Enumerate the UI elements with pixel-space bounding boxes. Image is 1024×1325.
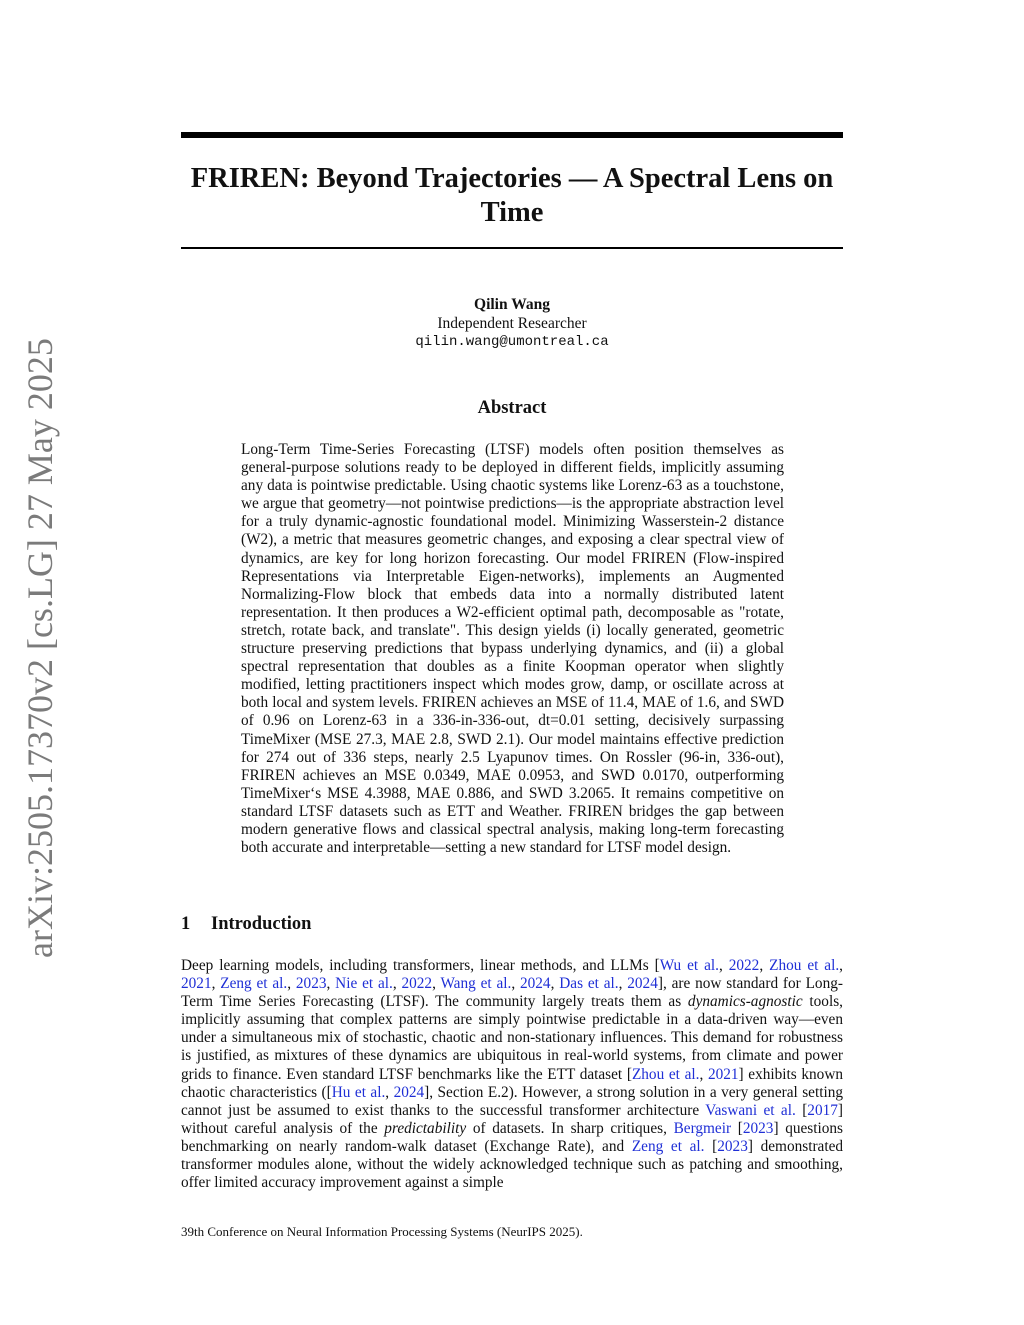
text-run: ] without careful analysis of the xyxy=(181,1101,843,1137)
text-run: Deep learning models, including transformers, linear methods, and LLMs [ xyxy=(181,957,660,974)
conference-footnote: 39th Conference on Neural Information Processing Systems (NeurIPS 2025). xyxy=(181,1224,583,1239)
author-email: qilin.wang@umontreal.ca xyxy=(415,334,609,350)
text-run: ], Section E.2). However, a strong solution in a very general setting cannot just be assumed to exist thanks to the successful transformer architecture xyxy=(181,1083,844,1119)
citation-link[interactable]: Vaswani et al. xyxy=(705,1101,796,1119)
section-title: Introduction xyxy=(211,914,312,934)
text-run: [ xyxy=(704,1137,718,1155)
abstract-heading: Abstract xyxy=(477,398,547,418)
text-run: , xyxy=(699,1065,708,1083)
text-run: [ xyxy=(731,1119,743,1137)
title-bottom-rule xyxy=(181,247,843,249)
text-run: ] questions benchmarking on nearly random-walk dataset (Exchange Rate), and xyxy=(181,1119,844,1155)
citation-link[interactable]: 2023 xyxy=(295,975,327,993)
text-run: , xyxy=(392,975,402,993)
text-run: tools, implicitly assuming that complex patterns are simply pointwise predictable in a data-driven way—even under a simultaneous mix of stochastic, chaotic and non-stationary influences. This demand for robustness is justified, as mixtures of these dynamics are ubiquitous in real-world systems, from climate and power grids to finance. Even standard LTSF benchmarks like the ETT dataset [ xyxy=(181,993,843,1083)
citation-link[interactable]: 2024 xyxy=(519,975,551,993)
citation-link[interactable]: Zeng et al. xyxy=(631,1137,705,1155)
citation-link[interactable]: 2024 xyxy=(627,975,658,993)
text-run: , xyxy=(211,975,221,993)
citation-link[interactable]: Wu et al. xyxy=(659,957,719,974)
citation-link[interactable]: 2024 xyxy=(393,1083,425,1101)
text-run: [ xyxy=(795,1101,808,1119)
introduction-body xyxy=(181,957,843,1192)
text-run: , xyxy=(511,975,520,993)
text-run: , xyxy=(550,975,560,993)
citation-link[interactable]: Wang et al. xyxy=(440,975,512,993)
text-run: , xyxy=(385,1083,394,1101)
arxiv-identifier: arXiv:2505.17370v2 [cs.LG] 27 May 2025 xyxy=(20,338,60,958)
text-run: ] demonstrated transformer modules alone, without the widely acknowledged technique such as patching and smoothing, offer limited accuracy improvement against a simple xyxy=(181,1137,844,1192)
text-run: , xyxy=(432,975,441,993)
text-run: , xyxy=(839,957,843,974)
citation-link[interactable]: Das et al. xyxy=(559,975,619,993)
text-run: , xyxy=(326,975,336,993)
text-run: , xyxy=(618,975,628,993)
citation-link[interactable]: 2021 xyxy=(181,975,212,993)
citation-link[interactable]: 2022 xyxy=(728,957,760,974)
citation-link[interactable]: Hu et al. xyxy=(331,1083,386,1101)
text-run: of datasets. In sharp critiques, xyxy=(466,1119,674,1137)
author-name: Qilin Wang xyxy=(474,296,550,313)
text-run: ], are now standard for Long-Term Time Series Forecasting (LTSF). The community largely treats them as xyxy=(181,975,843,1011)
citation-link[interactable]: 2022 xyxy=(401,975,433,993)
citation-link[interactable]: Nie et al. xyxy=(335,975,393,993)
citation-link[interactable]: 2023 xyxy=(717,1137,748,1155)
citation-link[interactable]: Zhou et al. xyxy=(631,1065,700,1083)
citation-link[interactable]: Zhou et al. xyxy=(769,957,840,974)
emphasis: predictability xyxy=(384,1119,467,1137)
text-run: , xyxy=(287,975,296,993)
section-heading-introduction xyxy=(181,914,311,935)
citation-link[interactable]: 2023 xyxy=(742,1119,774,1137)
emphasis: dynamics-agnostic xyxy=(687,993,803,1011)
text-run: , xyxy=(718,957,729,974)
text-run: ] exhibits known chaotic characteristics ([ xyxy=(181,1065,844,1101)
citation-link[interactable]: Bergmeir xyxy=(673,1119,732,1137)
title-top-rule xyxy=(181,132,843,138)
citation-link[interactable]: 2017 xyxy=(807,1101,838,1119)
abstract-body: Long-Term Time-Series Forecasting (LTSF) models often position themselves as general-purpose solutions ready to be deployed in different fields, implicitly assuming any data is pointwise predictable. Using chaotic systems like Lorenz-63 as a touchstone, we argue that geometry—not pointwise predictions—is the appropriate abstraction level for a truly dynamic-agnostic foundational model. Minimizing Wasserstein-2 distance (W2), a metric that measures geometric changes, and exposing a clear spectral view of dynamics, are key for long horizon forecasting. Our model FRIREN (Flow-inspired Representations via Interpretable Eigen-networks), implements an Augmented Normalizing-Flow block that embeds data into a normally distributed latent representation. It then produces a W2-efficient optimal path, decomposable as "rotate, stretch, rotate back, and translate". This design yields (i) locally generated, geometric structure preserving predictions that bypass underlying dynamics, and (ii) a global spectral representation that doubles as a finite Koopman operator when slightly modified, letting practitioners inspect which modes grow, damp, or oscillate across at both local and system levels. FRIREN achieves an MSE of 11.4, MAE of 1.6, and SWD of 0.96 on Lorenz-63 in a 336-in-336-out, dt=0.01 setting, decisively surpassing TimeMixer (MSE 27.3, MAE 2.8, SWD 2.1). Our model maintains effective prediction for 274 out of 336 steps, nearly 2.5 Lyapunov times. On Rossler (96-in, 336-out), FRIREN achieves an MSE 0.0349, MAE 0.0953, and SWD 0.0170, outperforming TimeMixer‘s MSE 4.3988, MAE 0.886, and SWD 3.2065. It remains competitive on standard LTSF datasets such as ETT and Weather. FRIREN bridges the gap between modern generative flows and classical spectral analysis, making long-term forecasting both accurate and interpretable—setting a new standard for LTSF model design. xyxy=(241,441,784,857)
section-number: 1 xyxy=(181,914,191,934)
text-run: , xyxy=(759,957,770,974)
paper-title: FRIREN: Beyond Trajectories — A Spectral Lens on Time xyxy=(190,163,834,228)
author-affiliation: Independent Researcher xyxy=(437,315,587,332)
citation-link[interactable]: Zeng et al. xyxy=(220,975,288,993)
citation-link[interactable]: 2021 xyxy=(707,1065,739,1083)
